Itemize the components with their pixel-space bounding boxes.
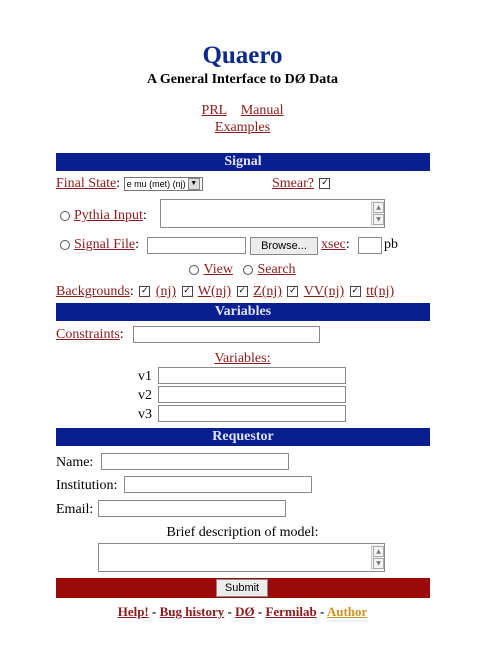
description-scrollbar[interactable] — [371, 545, 383, 570]
pythia-colon: : — [142, 208, 147, 223]
smear-row — [272, 175, 332, 193]
search-link[interactable]: Search — [257, 262, 296, 277]
signal-file-colon: : — [135, 237, 139, 252]
email-input[interactable] — [98, 500, 286, 517]
xsec-colon: : — [345, 237, 350, 252]
xsec-link[interactable]: xsec — [321, 237, 346, 252]
search-radio[interactable] — [243, 265, 253, 275]
pythia-link[interactable]: Pythia Input — [74, 208, 143, 223]
author-link[interactable]: Author — [326, 604, 368, 619]
pb-label: pb — [384, 237, 398, 252]
institution-input[interactable] — [124, 476, 312, 493]
bg-ttnj-link[interactable]: tt(nj) — [366, 284, 395, 299]
scroll-up-icon[interactable]: ▲ — [373, 546, 384, 557]
pythia-input[interactable] — [160, 199, 385, 228]
final-state-value: e mu (met) (nj) — [126, 178, 186, 189]
help-link[interactable]: Help! — [117, 604, 149, 619]
pythia-radio[interactable] — [60, 211, 70, 221]
constraints-row — [56, 326, 124, 344]
description-label: Brief description of model: — [166, 525, 319, 540]
examples-link[interactable]: Examples — [214, 120, 271, 135]
constraints-link[interactable]: Constraints — [56, 327, 120, 342]
top-links — [0, 103, 485, 119]
fermilab-link[interactable]: Fermilab — [265, 604, 317, 619]
v2-label: v2 — [138, 388, 152, 403]
footer-links — [0, 604, 485, 620]
bg-wnj-link[interactable]: W(nj) — [197, 284, 232, 299]
scroll-down-icon[interactable]: ▼ — [373, 214, 384, 225]
final-state-link[interactable]: Final State — [56, 176, 117, 191]
signal-file-link[interactable]: Signal File — [74, 237, 136, 252]
d0-link[interactable]: DØ — [235, 604, 255, 619]
prl-link[interactable]: PRL — [201, 103, 227, 118]
view-link[interactable]: View — [203, 262, 233, 277]
v3-input[interactable] — [158, 405, 346, 422]
v1-input[interactable] — [158, 367, 346, 384]
signal-file-row — [60, 236, 139, 254]
pythia-row — [60, 207, 147, 225]
bg-nj-link[interactable]: (nj) — [155, 284, 176, 299]
final-state-row — [56, 175, 203, 193]
bg-znj-link[interactable]: Z(nj) — [253, 284, 282, 299]
signal-file-radio[interactable] — [60, 240, 70, 250]
footer-sep-4: - — [316, 604, 327, 619]
constraints-input[interactable] — [133, 326, 320, 343]
xsec-row — [321, 236, 350, 254]
constraints-colon: : — [119, 327, 124, 342]
view-radio[interactable] — [189, 265, 199, 275]
email-label: Email: — [56, 502, 94, 517]
bg-vvnj-checkbox[interactable]: ✓ — [289, 286, 297, 297]
name-label: Name: — [56, 455, 94, 470]
bg-ttnj-checkbox[interactable]: ✓ — [351, 286, 359, 297]
final-state-select[interactable] — [124, 177, 203, 191]
scroll-up-icon[interactable]: ▲ — [373, 202, 384, 213]
signal-file-input[interactable] — [147, 237, 246, 254]
xsec-input[interactable] — [358, 237, 382, 254]
bg-znj-checkbox[interactable]: ✓ — [238, 286, 246, 297]
bug-history-link[interactable]: Bug history — [159, 604, 225, 619]
page-subtitle: A General Interface to DØ Data — [147, 72, 338, 87]
name-input[interactable] — [101, 453, 289, 470]
footer-sep-2: - — [224, 604, 236, 619]
backgrounds-link[interactable]: Backgrounds — [56, 284, 130, 299]
requestor-section-bar: Requestor — [56, 428, 430, 446]
submit-button[interactable]: Submit — [216, 579, 268, 597]
variables-heading-row — [0, 350, 485, 368]
backgrounds-colon: : — [129, 284, 134, 299]
final-state-colon: : — [116, 176, 121, 191]
smear-link[interactable]: Smear? — [272, 176, 314, 191]
scroll-down-icon[interactable]: ▼ — [373, 558, 384, 569]
backgrounds-row — [56, 283, 394, 301]
v3-label: v3 — [138, 407, 152, 422]
footer-sep-1: - — [148, 604, 160, 619]
footer-sep-3: - — [254, 604, 266, 619]
page-title: Quaero — [202, 42, 283, 69]
variables-link[interactable]: Variables: — [214, 351, 271, 366]
examples-row — [0, 120, 485, 136]
v1-label: v1 — [138, 369, 152, 384]
bg-vvnj-link[interactable]: VV(nj) — [303, 284, 345, 299]
institution-label: Institution: — [56, 478, 118, 493]
manual-link[interactable]: Manual — [240, 103, 284, 118]
description-input[interactable] — [98, 543, 385, 572]
bg-wnj-checkbox[interactable]: ✓ — [183, 286, 191, 297]
bg-nj-checkbox[interactable]: ✓ — [141, 286, 149, 297]
smear-checkbox[interactable]: ✓ — [321, 178, 329, 189]
view-search-row — [0, 261, 485, 279]
variables-section-bar: Variables — [56, 303, 430, 321]
chevron-down-icon: ▼ — [188, 178, 200, 190]
pythia-scrollbar[interactable] — [371, 201, 383, 226]
browse-button[interactable]: Browse... — [250, 237, 318, 255]
signal-section-bar: Signal — [56, 153, 430, 171]
v2-input[interactable] — [158, 386, 346, 403]
